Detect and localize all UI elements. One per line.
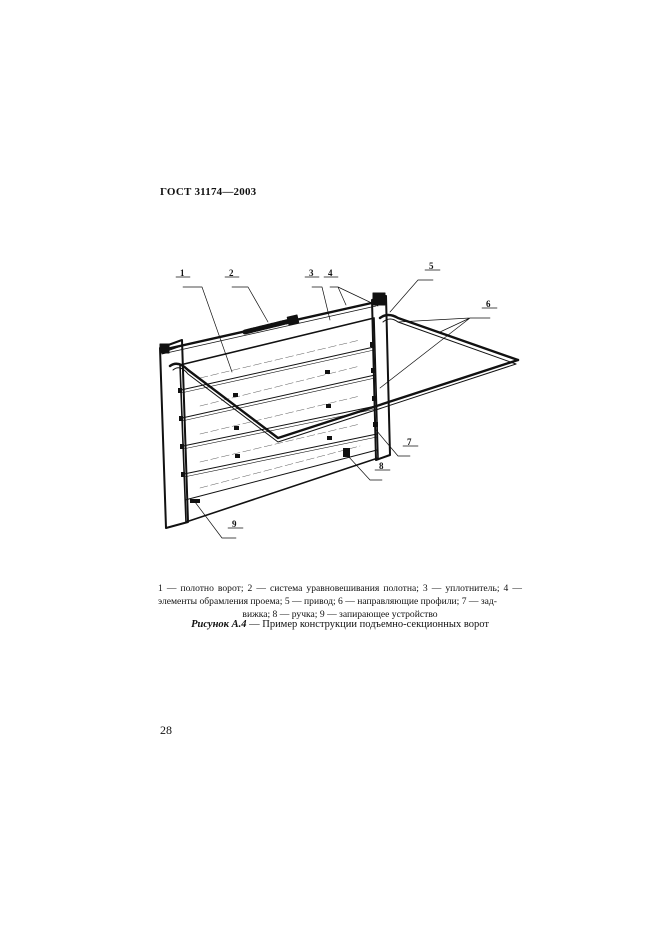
left-frame [160,340,188,528]
callout-1: 1 [180,268,185,278]
document-header: ГОСТ 31174—2003 [160,186,257,198]
figure-dash: — [246,619,263,630]
guide-rail-left [170,360,518,438]
figure-number: Рисунок А.4 [191,619,247,630]
figure-title: Пример конструкции подъемно-секционных ворот [262,619,489,630]
legend-line-2: элементы обрамления проема; 5 — привод; 6 — направляющие профили; 7 — зад- [158,596,497,607]
callout-4: 4 [328,268,333,278]
callout-5: 5 [429,261,434,271]
callout-2: 2 [229,268,234,278]
figure-legend [158,582,522,621]
page-number: 28 [160,723,172,737]
callout-8: 8 [379,461,384,471]
figure-caption [158,619,522,630]
callout-9: 9 [232,519,237,529]
gate-diagram [140,260,540,550]
legend-line-3: вижка; 8 — ручка; 9 — запирающее устройство [242,609,438,620]
gate-panel [180,318,378,522]
legend-line-1: 1 — полотно ворот; 2 — система уравновешивания полотна; 3 — уплотнитель; 4 — [158,583,522,594]
callout-3: 3 [309,268,314,278]
sectional-gate-drawing [140,260,540,550]
callout-6: 6 [486,299,491,309]
callout-7: 7 [407,437,412,447]
